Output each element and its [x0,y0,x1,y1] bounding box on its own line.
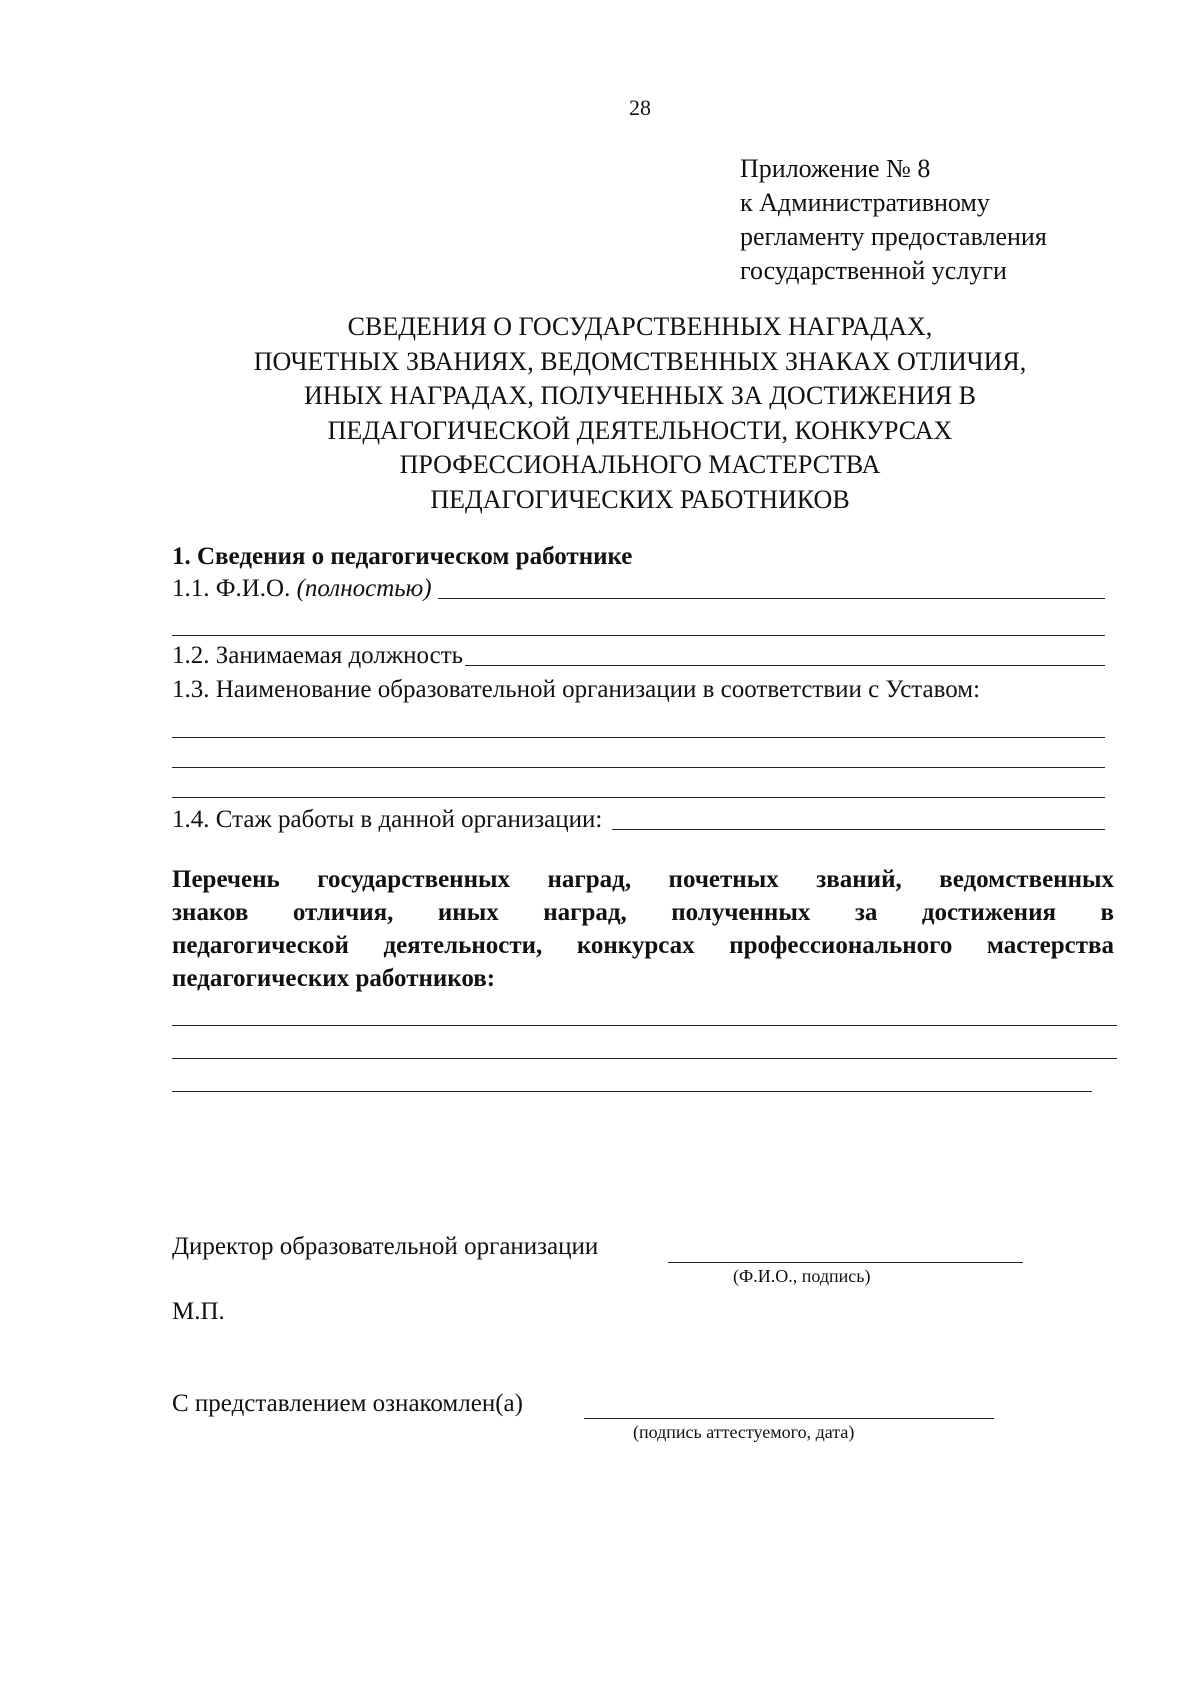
position-label: 1.2. Занимаемая должность [172,642,464,669]
fio-field[interactable] [438,576,1105,599]
awards-line-1: Перечень государственных наград, почетных званий, ведомственных [172,866,1114,893]
director-signature-field[interactable] [668,1262,1023,1263]
title-line-3: ИНЫХ НАГРАДАХ, ПОЛУЧЕННЫХ ЗА ДОСТИЖЕНИЯ В [304,381,976,410]
awards-heading [172,863,1114,995]
awards-field-line-2[interactable] [172,1058,1117,1059]
section-1-heading: 1. Сведения о педагогическом работнике [172,543,633,570]
awards-field-line-3[interactable] [172,1091,1092,1092]
tenure-field[interactable] [612,807,1105,830]
appendix-header [740,152,1047,288]
org-field-line-2[interactable] [172,767,1105,768]
fio-hint: (полностью) [296,575,432,602]
title-line-6: ПЕДАГОГИЧЕСКИХ РАБОТНИКОВ [430,484,850,514]
tenure-label: 1.4. Стаж работы в данной организации: [172,806,603,833]
appendix-line-4: государственной услуги [740,256,1007,285]
title-line-2: ПОЧЕТНЫХ ЗВАНИЯХ, ВЕДОМСТВЕННЫХ ЗНАКАХ ОТЛИЧИЯ, [253,346,1027,376]
appendix-line-3: регламенту предоставления [740,222,1047,251]
title-line-4: ПЕДАГОГИЧЕСКОЙ ДЕЯТЕЛЬНОСТИ, КОНКУРСАХ [327,415,953,445]
fio-label: 1.1. Ф.И.О. [172,575,291,602]
title-line-1: СВЕДЕНИЯ О ГОСУДАРСТВЕННЫХ НАГРАДАХ, [347,312,933,341]
awards-line-3: педагогической деятельности, конкурсах профессионального мастерства [172,932,1114,959]
org-field-line-1[interactable] [172,737,1105,738]
fio-row [172,575,1105,603]
document-title [150,310,1130,517]
title-line-5: ПРОФЕССИОНАЛЬНОГО МАСТЕРСТВА [399,450,881,479]
awards-field-line-1[interactable] [172,1025,1117,1026]
awards-line-4: педагогических работников: [172,965,496,992]
org-row [172,676,1105,704]
awards-line-2: знаков отличия, иных наград, полученных за достижения в [172,899,1114,926]
position-field[interactable] [465,643,1105,666]
stamp-label: М.П. [172,1298,225,1325]
org-field-line-3[interactable] [172,797,1105,798]
org-label: 1.3. Наименование образовательной организации в соответствии с Уставом: [172,676,981,703]
position-row [172,642,1105,670]
ack-caption: (подпись аттестуемого, дата) [633,1422,855,1442]
appendix-line-2: к Административному [740,188,990,217]
fio-field-line-2[interactable] [172,635,1105,636]
director-caption: (Ф.И.О., подпись) [733,1266,871,1286]
appendix-line-1: Приложение № 8 [740,154,931,183]
page-number: 28 [629,95,651,120]
tenure-row [172,806,1105,834]
ack-label: С представлением ознакомлен(а) [172,1390,523,1417]
director-label: Директор образовательной организации [172,1233,599,1260]
ack-signature-field[interactable] [584,1418,994,1419]
